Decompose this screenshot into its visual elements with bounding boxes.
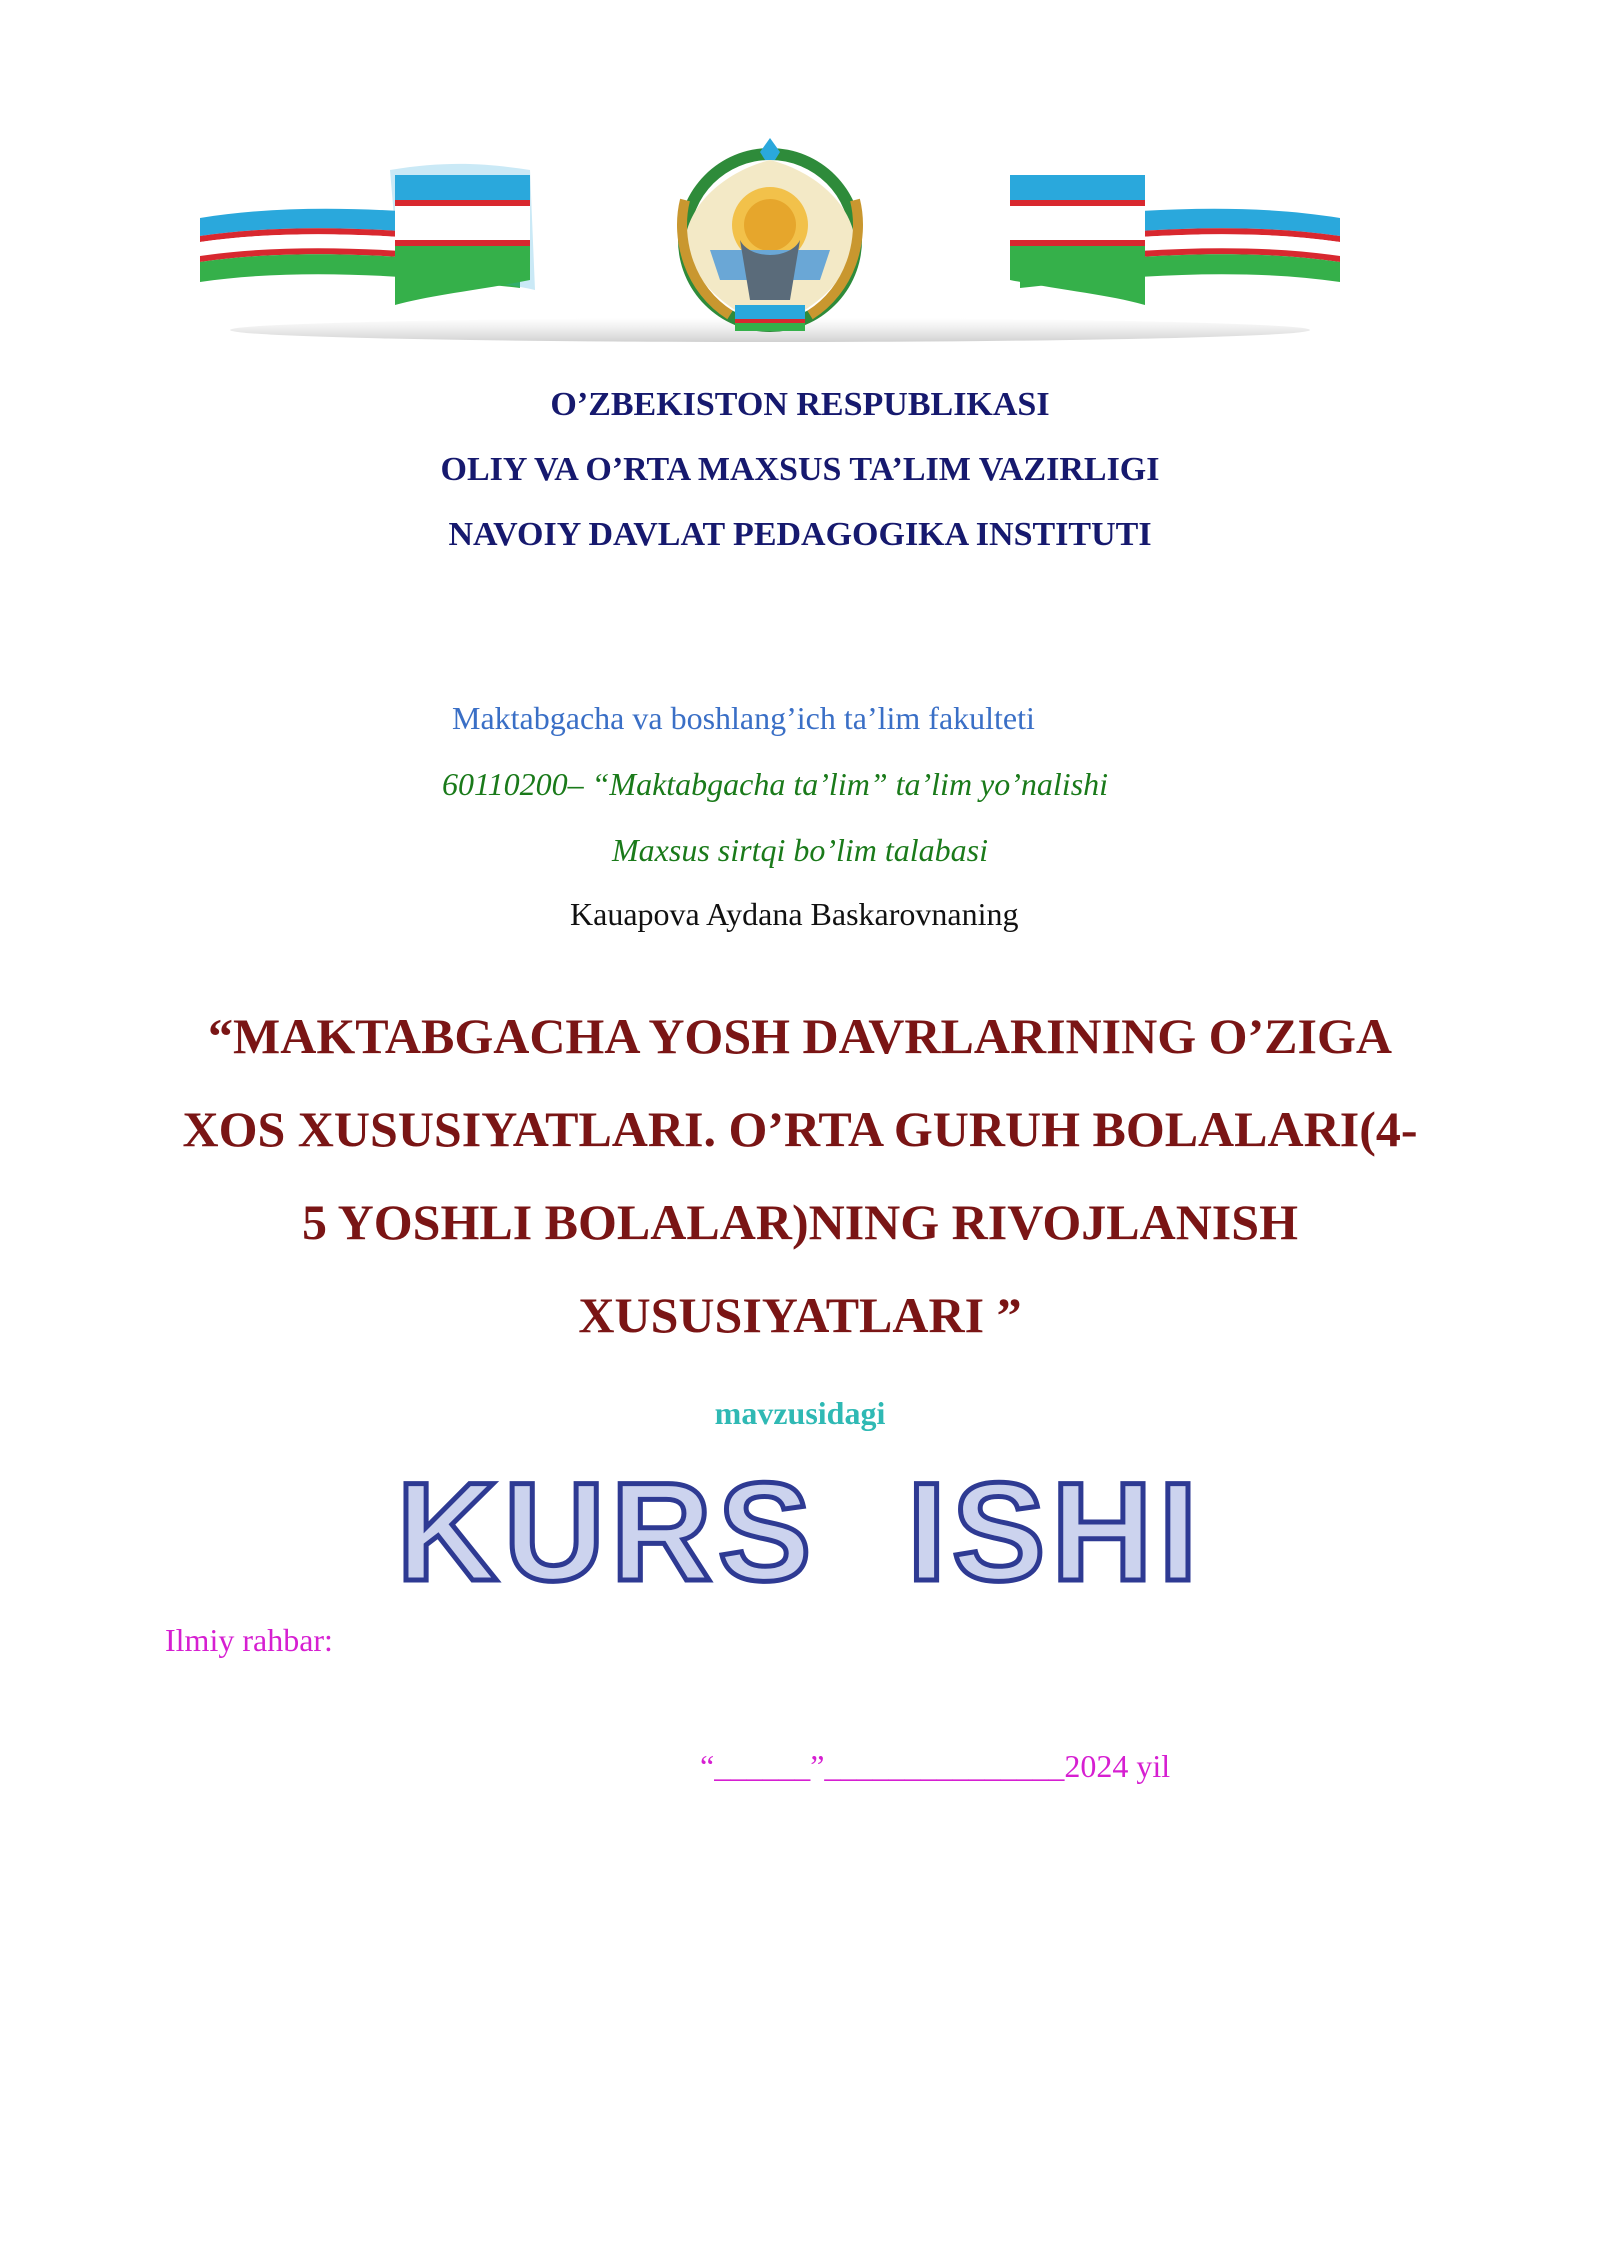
header-line-republic: O’ZBEKISTON RESPUBLIKASI xyxy=(550,386,1050,423)
faculty-name: Maktabgacha va boshlang’ich ta’lim fakulteti xyxy=(452,700,1035,736)
uzbekistan-state-emblem-with-flag-ribbon-icon xyxy=(190,130,1350,350)
date-line: “______”_______________2024 yil xyxy=(700,1748,1171,1784)
topic-line-2: XOS XUSUSIYATLARI. O’RTA GURUH BOLALARI(4- xyxy=(182,1101,1418,1157)
document-type-banner xyxy=(0,1455,1600,1605)
topic-line-1: “MAKTABGACHA YOSH DAVRLARINING O’ZIGA xyxy=(208,1008,1392,1064)
supervisor-label: Ilmiy rahbar: xyxy=(165,1622,333,1658)
department-label: Maxsus sirtqi bo’lim talabasi xyxy=(612,832,989,868)
study-direction: 60110200– “Maktabgacha ta’lim” ta’lim yo’nalishi xyxy=(442,766,1109,802)
subject-label: mavzusidagi xyxy=(714,1395,886,1431)
ministry-header xyxy=(0,372,1600,567)
header-line-institute: NAVOIY DAVLAT PEDAGOGIKA INSTITUTI xyxy=(448,516,1152,553)
topic-title xyxy=(0,990,1600,1362)
topic-line-4: XUSUSIYATLARI ” xyxy=(578,1287,1022,1343)
student-name: Kauapova Aydana Baskarovnaning xyxy=(570,896,1019,932)
document-type-text: KURS ISHI xyxy=(396,1455,1204,1605)
topic-line-3: 5 YOSHLI BOLALAR)NING RIVOJLANISH xyxy=(302,1194,1298,1250)
header-line-ministry: OLIY VA O’RTA MAXSUS TA’LIM VAZIRLIGI xyxy=(440,451,1160,488)
